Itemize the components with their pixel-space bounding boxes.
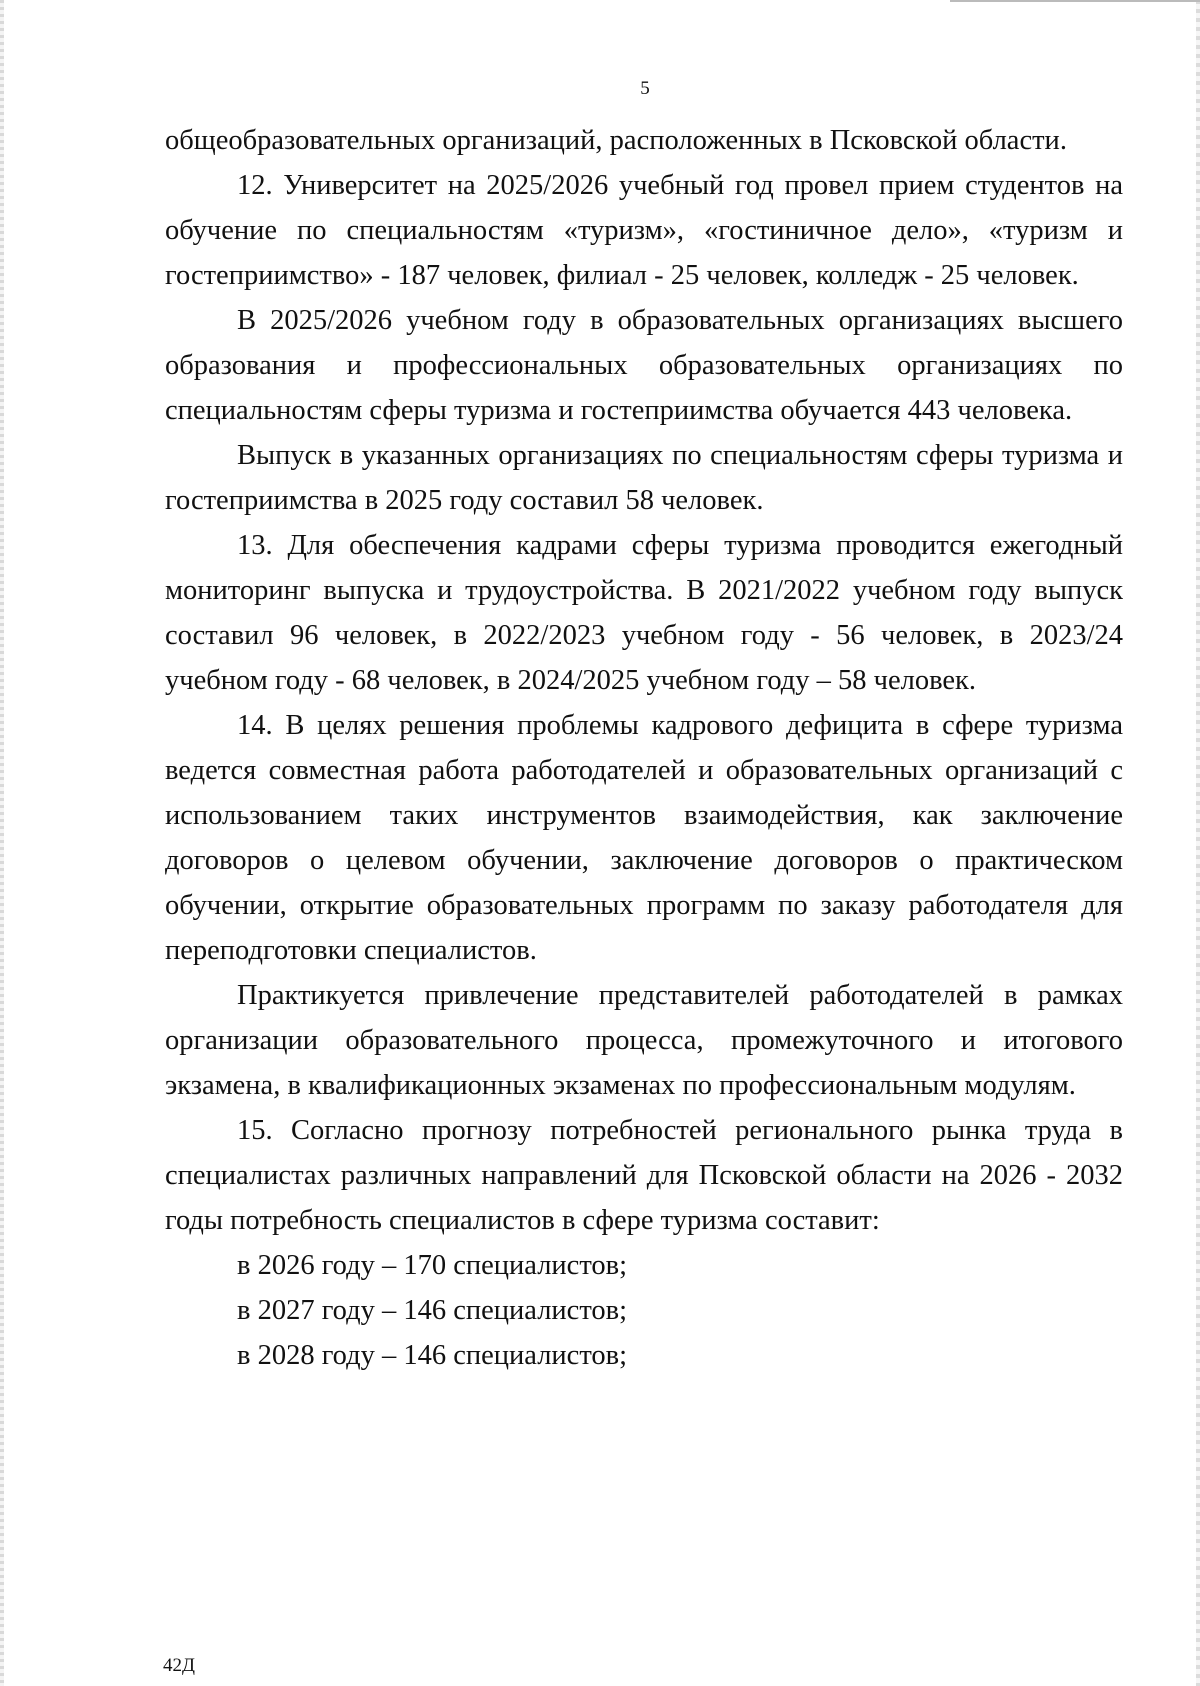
document-code: 42Д [163,1655,195,1676]
paragraph-graduation: Выпуск в указанных организациях по специальностям сферы туризма и гостеприимства в 2025 году составил 58 человек. [165,440,1123,516]
forecast-item-2027: в 2027 году – 146 специалистов; [237,1295,628,1326]
paragraph-13-monitoring: 13. Для обеспечения кадрами сферы туризма проводится ежегодный мониторинг выпуска и трудоустройства. В 2021/2022 учебном году выпуск составил 96 человек, в 2022/2023 учебном году - 56 человек, в 2023/24 учебном году - 68 человек, в 2024/2025 учебном году – 58 человек. [165,530,1123,696]
scan-left-edge [0,0,4,1686]
page-number: 5 [640,78,650,99]
forecast-item-2026: в 2026 году – 170 специалистов; [237,1250,628,1281]
paragraph-employers: Практикуется привлечение представителей работодателей в рамках организации образовательного процесса, промежуточного и итогового экзамена, в квалификационных экзаменах по профессиональным модулям. [165,980,1123,1101]
scan-right-edge [1196,0,1200,1686]
document-body [165,118,1123,1378]
paragraph-enrollment: В 2025/2026 учебном году в образовательных организациях высшего образования и профессиональных образовательных организациях по специальностям сферы туризма и гостеприимства обучается 443 человека. [165,305,1123,426]
paragraph-12-admission: 12. Университет на 2025/2026 учебный год провел прием студентов на обучение по специальностям «туризм», «гостиничное дело», «туризм и гостеприимство» - 187 человек, филиал - 25 человек, колледж - 25 человек. [165,170,1123,291]
scan-top-line [950,0,1200,2]
paragraph-continuation: общеобразовательных организаций, расположенных в Псковской области. [165,125,1067,156]
forecast-item-2028: в 2028 году – 146 специалистов; [237,1340,628,1371]
paragraph-14-shortage: 14. В целях решения проблемы кадрового дефицита в сфере туризма ведется совместная работа работодателей и образовательных организаций с использованием таких инструментов взаимодействия, как заключение договоров о целевом обучении, заключение договоров о практическом обучении, открытие образовательных программ по заказу работодателя для переподготовки специалистов. [165,710,1123,966]
paragraph-15-forecast: 15. Согласно прогнозу потребностей регионального рынка труда в специалистах различных направлений для Псковской области на 2026 - 2032 годы потребность специалистов в сфере туризма составит: [165,1115,1123,1236]
